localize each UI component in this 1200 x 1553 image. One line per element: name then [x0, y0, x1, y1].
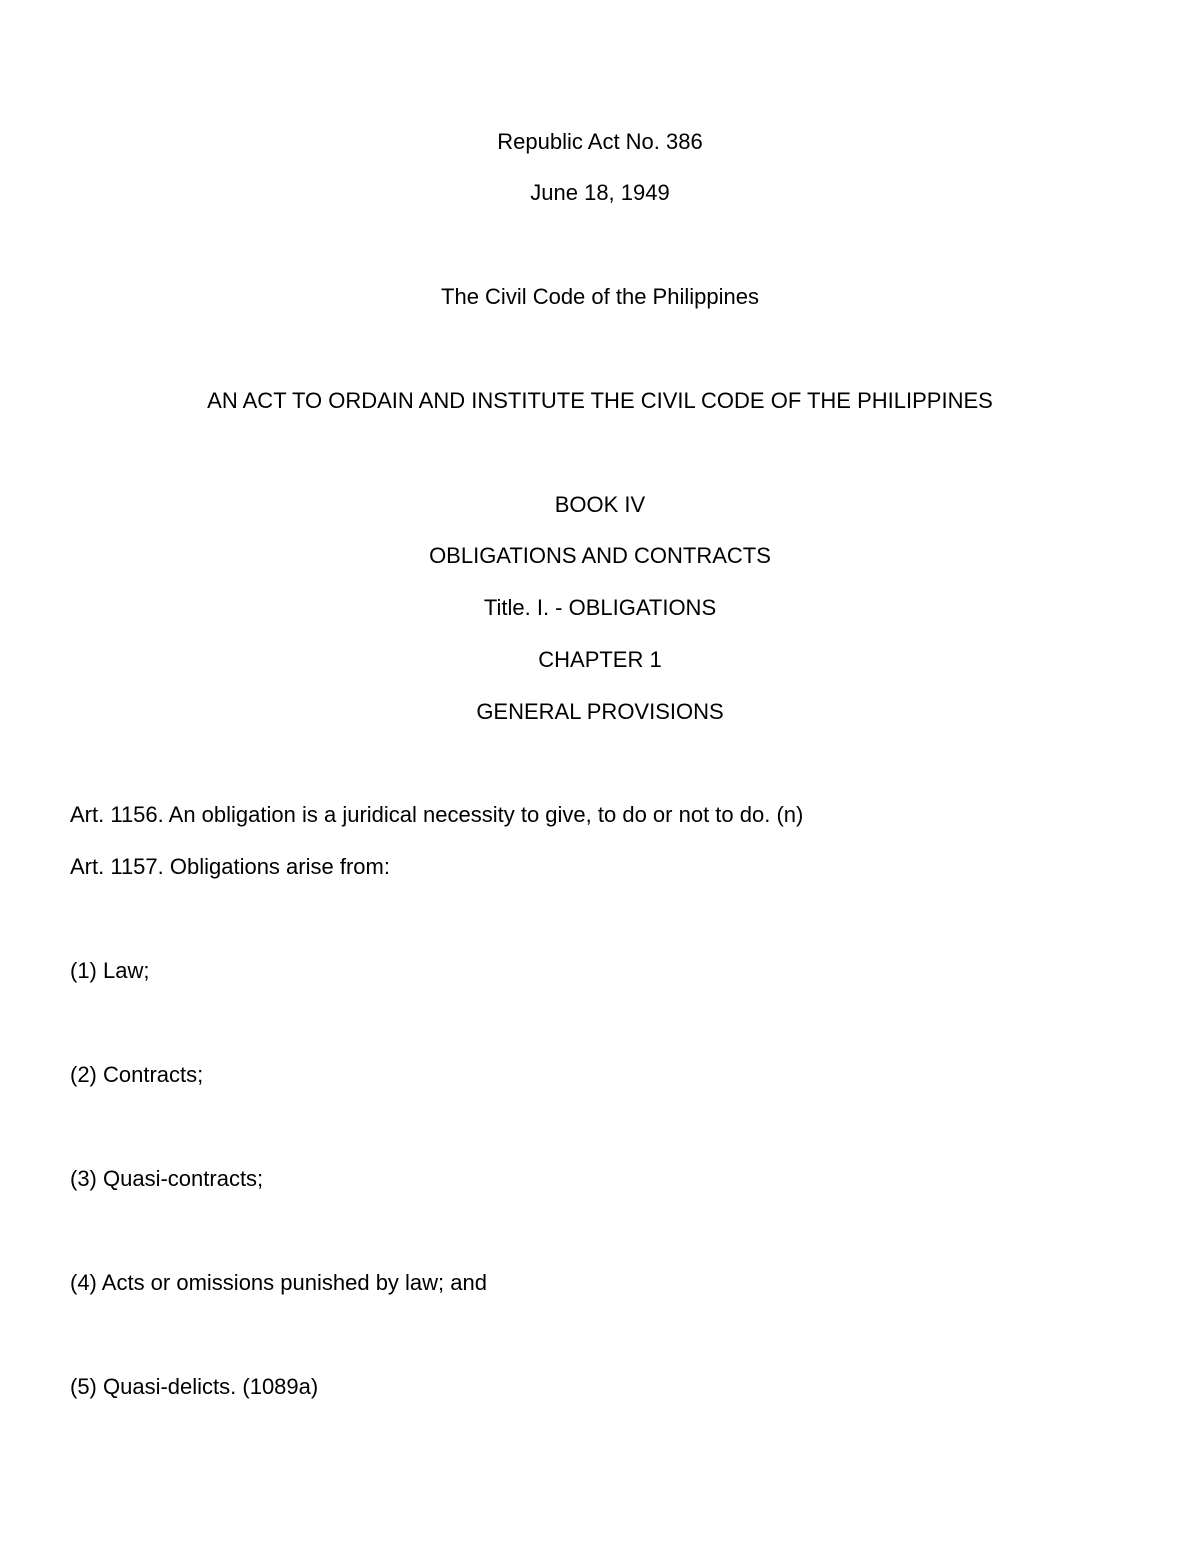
book-title: OBLIGATIONS AND CONTRACTS [429, 543, 771, 568]
book-heading: BOOK IV [554, 492, 646, 517]
act-number: Republic Act No. 386 [497, 129, 703, 154]
source-item-quasi-delicts: (5) Quasi-delicts. (1089a) [70, 1374, 319, 1399]
act-date: June 18, 1949 [530, 180, 670, 205]
chapter-title: GENERAL PROVISIONS [476, 699, 724, 724]
act-title: AN ACT TO ORDAIN AND INSTITUTE THE CIVIL CODE OF THE PHILIPPINES [207, 388, 993, 413]
source-item-contracts: (2) Contracts; [70, 1062, 204, 1087]
code-title: The Civil Code of the Philippines [441, 284, 759, 309]
title-heading: Title. I. - OBLIGATIONS [483, 595, 717, 620]
article-1156: Art. 1156. An obligation is a juridical necessity to give, to do or not to do. (n) [70, 802, 804, 827]
source-item-quasi-contracts: (3) Quasi-contracts; [70, 1166, 264, 1191]
source-item-acts-omissions: (4) Acts or omissions punished by law; and [70, 1270, 487, 1295]
chapter-heading: CHAPTER 1 [538, 647, 662, 672]
source-item-law: (1) Law; [70, 958, 150, 983]
article-1157: Art. 1157. Obligations arise from: [70, 854, 390, 879]
